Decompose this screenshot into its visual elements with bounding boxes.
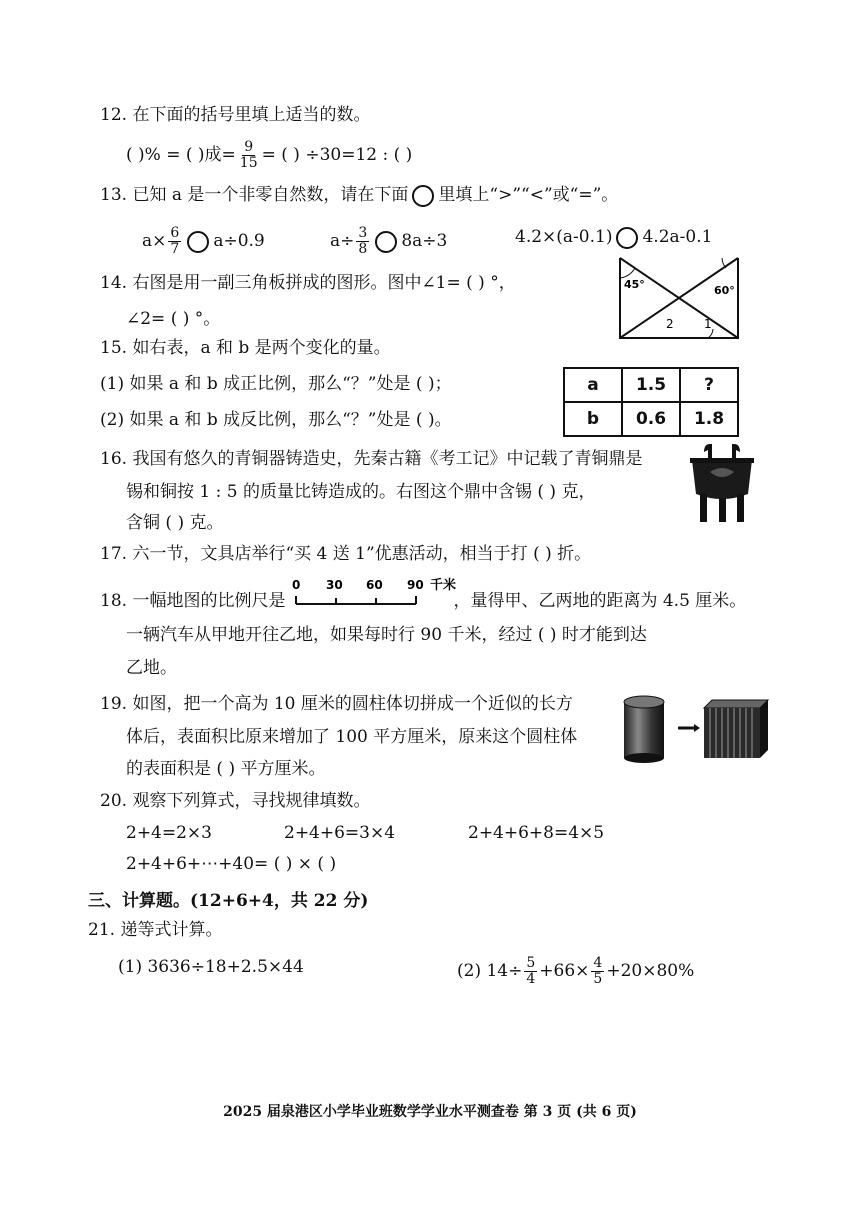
fraction-numerator: 6 [170, 225, 180, 241]
fraction-denominator: 7 [170, 241, 180, 257]
fraction-6-7 [168, 226, 181, 257]
q15-part-2: (2) 如果 a 和 b 成反比例，那么“？”处是 ( )。 [100, 410, 452, 430]
q20-example-1: 2+4=2×3 [126, 823, 212, 843]
answer-circle-icon [412, 185, 434, 207]
q19-line-3: 的表面积是 ( ) 平方厘米。 [126, 759, 326, 779]
table-cell: ? [680, 368, 738, 402]
scale-tick-label: 60 [366, 578, 383, 592]
q21-part-2 [457, 956, 694, 987]
compare-circle-2[interactable] [375, 231, 397, 253]
fraction-numerator: 5 [526, 955, 536, 971]
fraction-denominator: 4 [526, 971, 536, 987]
q20-stem: 20. 观察下列算式，寻找规律填数。 [100, 791, 371, 811]
q13-expr-3 [515, 226, 712, 249]
triangle-ruler-figure [618, 256, 743, 342]
q12-stem: 12. 在下面的括号里填上适当的数。 [100, 105, 371, 125]
q15-stem: 15. 如右表，a 和 b 是两个变化的量。 [100, 338, 391, 358]
q16-line-2: 锡和铜按 1 : 5 的质量比铸造成的。右图这个鼎中含锡 ( ) 克， [126, 482, 596, 502]
q20-example-2: 2+4+6=3×4 [284, 823, 396, 843]
fraction-4-5 [591, 956, 604, 987]
q21-p2-a: (2) 14÷ [457, 961, 523, 981]
q12-eq-part-b: = ( ) ÷30=12 : ( ) [261, 145, 413, 165]
q18-line-2: 一辆汽车从甲地开往乙地，如果每时行 90 千米，经过 ( ) 时才能到达 [126, 625, 647, 645]
angle-45-label: 45° [624, 278, 645, 291]
section-3-title: 三、计算题。(12+6+4，共 22 分) [88, 891, 369, 911]
scale-unit-label: 千米 [430, 578, 457, 593]
angle-60-label: 60° [714, 284, 735, 297]
table-row [564, 368, 738, 402]
table-cell: 0.6 [622, 402, 680, 436]
cylinder-to-cuboid-figure [622, 694, 770, 764]
compare-circle-3[interactable] [616, 227, 638, 249]
q18-line-1-b: ，量得甲、乙两地的距离为 4.5 厘米。 [453, 591, 747, 611]
q13-e1-left: a× [142, 231, 167, 251]
q13-e3-left: 4.2×(a-0.1) [515, 227, 613, 247]
q12-eq-part-a: ( )% = ( )成= [126, 145, 236, 165]
scale-tick-label: 90 [407, 578, 424, 592]
q13-stem-a: 13. 已知 a 是一个非零自然数，请在下面 [100, 185, 409, 205]
q21-part-1: (1) 3636÷18+2.5×44 [118, 957, 304, 977]
q13-e1-right: a÷0.9 [213, 231, 265, 251]
table-cell: a [564, 368, 622, 402]
fraction-numerator: 3 [358, 225, 368, 241]
q20-example-3: 2+4+6+8=4×5 [468, 823, 605, 843]
q16-line-1: 16. 我国有悠久的青铜器铸造史，先秦古籍《考工记》中记载了青铜鼎是 [100, 449, 643, 469]
fraction-numerator: 9 [244, 139, 254, 155]
q17-line-1: 17. 六一节，文具店举行“买 4 送 1”优惠活动，相当于打 ( ) 折。 [100, 544, 592, 564]
q13-expr-2 [330, 226, 447, 257]
q18-line-1-a: 18. 一幅地图的比例尺是 [100, 591, 286, 611]
table-row [564, 402, 738, 436]
fraction-numerator: 4 [593, 955, 603, 971]
q21-stem: 21. 递等式计算。 [88, 920, 223, 940]
bronze-ding-icon [690, 444, 754, 524]
q13-e2-right: 8a÷3 [401, 231, 448, 251]
table-cell: 1.8 [680, 402, 738, 436]
q13-e2-left: a÷ [330, 231, 355, 251]
map-scale-bar [290, 578, 465, 610]
fraction-9-15 [238, 140, 260, 171]
table-cell: 1.5 [622, 368, 680, 402]
q21-p2-c: +20×80% [606, 961, 695, 981]
q15-part-1: (1) 如果 a 和 b 成正比例，那么“？”处是 ( )； [100, 374, 452, 394]
angle-1-label: 1 [704, 317, 712, 331]
q21-p2-b: +66× [539, 961, 590, 981]
fraction-denominator: 8 [358, 241, 368, 257]
ab-table [563, 367, 739, 437]
q13-stem [100, 184, 618, 207]
compare-circle-1[interactable] [187, 231, 209, 253]
q20-question: 2+4+6+⋯+40= ( ) × ( ) [126, 854, 337, 874]
scale-tick-label: 0 [292, 578, 301, 592]
table-cell: b [564, 402, 622, 436]
q13-expr-1 [142, 226, 265, 257]
q13-stem-b: 里填上“>”“<”或“=”。 [438, 185, 619, 205]
q14-line-1: 14. 右图是用一副三角板拼成的图形。图中∠1= ( ) °， [100, 273, 516, 293]
q13-e3-right: 4.2a-0.1 [642, 227, 713, 247]
angle-2-label: 2 [666, 317, 674, 331]
q14-line-2: ∠2= ( ) °。 [126, 309, 221, 329]
scale-tick-label: 30 [326, 578, 343, 592]
q18-line-3: 乙地。 [126, 658, 177, 678]
fraction-denominator: 15 [239, 155, 258, 171]
q12-equation [126, 140, 412, 171]
page-footer: 2025 届泉港区小学毕业班数学学业水平测查卷 第 3 页 (共 6 页) [223, 1104, 637, 1120]
fraction-3-8 [356, 226, 369, 257]
fraction-5-4 [524, 956, 537, 987]
q19-line-2: 体后，表面积比原来增加了 100 平方厘米，原来这个圆柱体 [126, 727, 578, 747]
q16-line-3: 含铜 ( ) 克。 [126, 513, 224, 533]
fraction-denominator: 5 [593, 971, 603, 987]
q19-line-1: 19. 如图，把一个高为 10 厘米的圆柱体切拼成一个近似的长方 [100, 694, 573, 714]
